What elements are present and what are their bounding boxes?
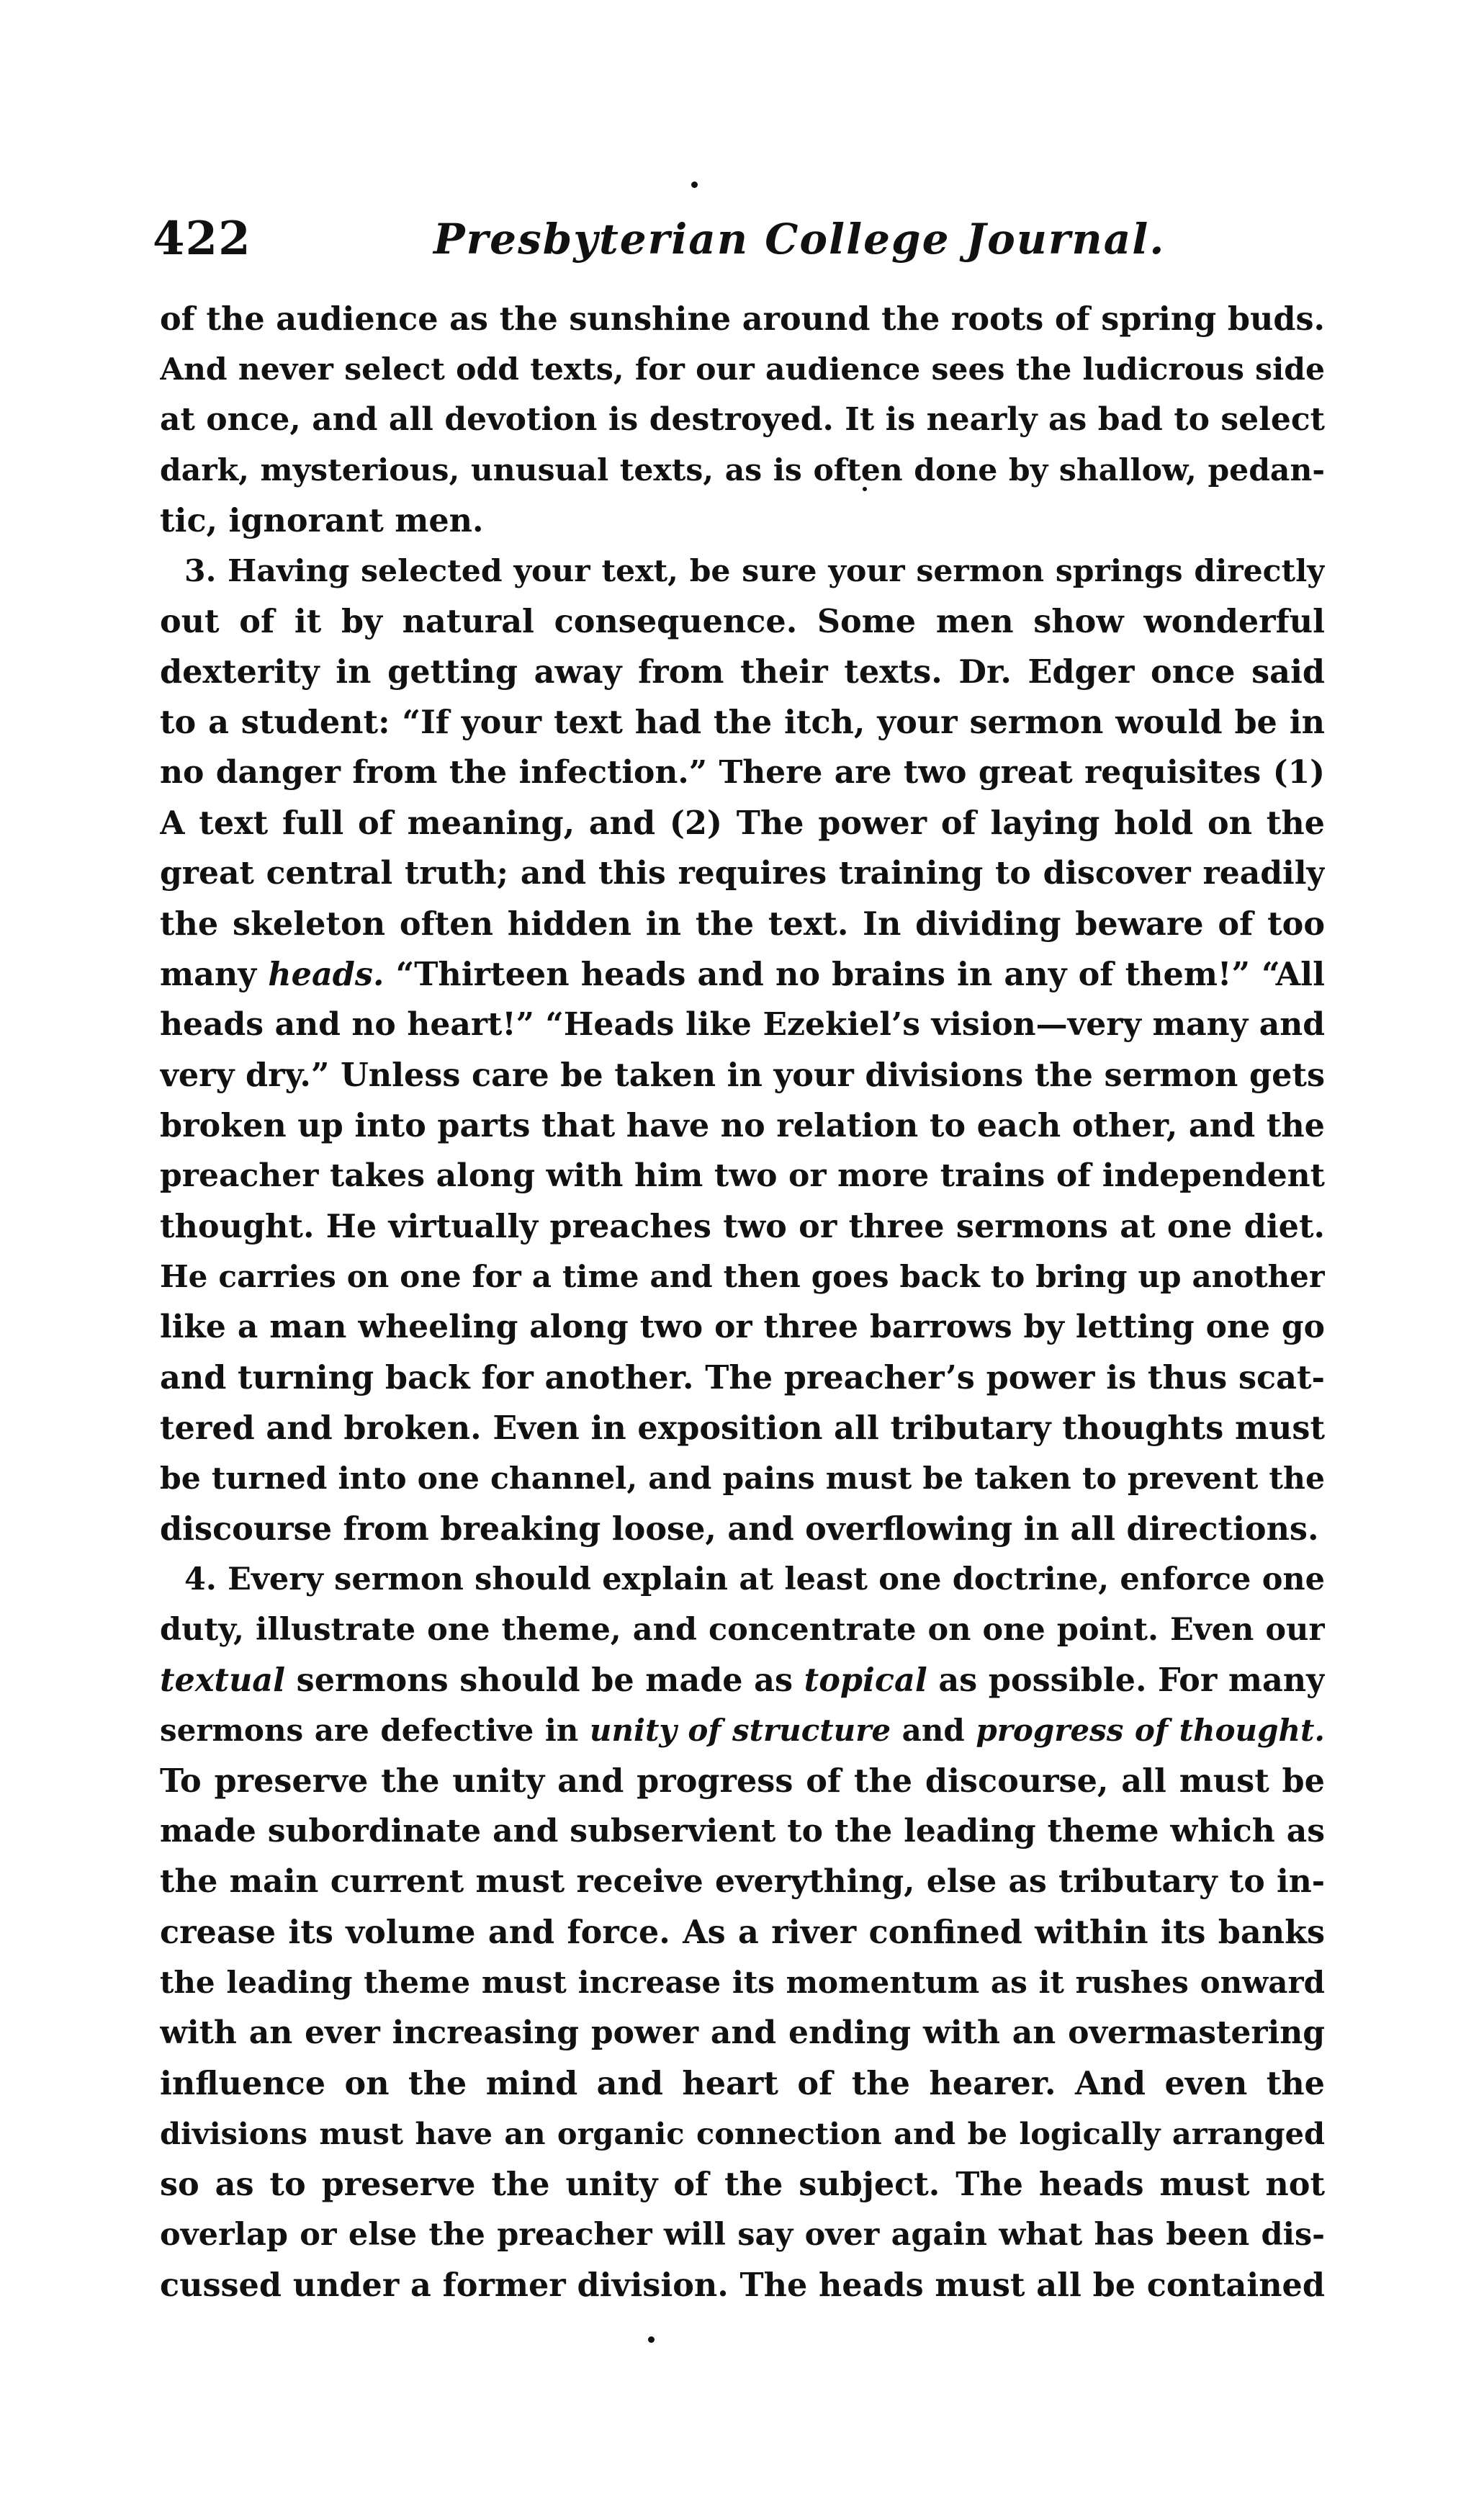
ink-speck — [648, 2336, 655, 2343]
text-line: preacher takes along with him two or more trains of independent — [160, 1157, 1325, 1194]
paragraph — [160, 546, 1325, 1554]
text-segment: sermons are defective in — [160, 1713, 579, 1748]
text-line: broken up into parts that have no relation to each other, and the — [160, 1107, 1325, 1144]
text-line — [160, 1655, 1325, 1705]
italic-text: textual — [160, 1662, 286, 1699]
text-line: To preserve the unity and progress of the discourse, all must be — [160, 1762, 1325, 1800]
text-line: crease its volume and force. As a river confined within its banks — [160, 1914, 1325, 1951]
text-line: And never select odd texts, for our audience sees the ludicrous side — [160, 351, 1325, 387]
text-line: like a man wheeling along two or three barrows by letting one go — [160, 1309, 1325, 1345]
text-segment: many — [160, 956, 257, 993]
text-line: with an ever increasing power and ending with an overmastering — [160, 2014, 1325, 2051]
text-line: the main current must receive everything, else as tributary to in- — [160, 1863, 1325, 1900]
page-header — [153, 212, 1334, 277]
italic-text: unity of structure — [589, 1713, 891, 1748]
text-line: at once, and all devotion is destroyed. It is nearly as bad to select — [160, 401, 1325, 438]
text-segment: as possible. For many — [938, 1662, 1325, 1699]
text-line: A text full of meaning, and (2) The power of laying hold on the — [160, 804, 1325, 842]
text-line: He carries on one for a time and then goes back to bring up another — [160, 1259, 1325, 1294]
text-line: of the audience as the sunshine around the roots of spring buds. — [160, 300, 1325, 338]
text-segment: “Thirteen heads and no brains in any of them!” “All — [395, 956, 1325, 993]
text-segment: sermons should be made as — [296, 1662, 793, 1699]
text-line: discourse from breaking loose, and overflowing in all directions. — [160, 1510, 1319, 1548]
text-line: be turned into one channel, and pains must be taken to prevent the — [160, 1461, 1325, 1497]
text-line: dark, mysterious, unusual texts, as is often done by shallow, pedan- — [160, 452, 1325, 488]
text-line: the skeleton often hidden in the text. In dividing beware of too — [160, 905, 1325, 943]
text-line: influence on the mind and heart of the hearer. And even the — [160, 2065, 1325, 2102]
text-line: the leading theme must increase its momentum as it rushes onward — [160, 1965, 1325, 2000]
text-line — [160, 1705, 1325, 1756]
text-line: divisions must have an organic connection and be logically arranged — [160, 2116, 1325, 2151]
paragraph — [160, 294, 1325, 546]
text-line: out of it by natural consequence. Some men show wonderful — [160, 603, 1325, 640]
ink-speck — [691, 181, 698, 188]
running-title: Presbyterian College Journal. — [433, 215, 1166, 264]
text-line — [160, 949, 1325, 1000]
text-line: tic, ignorant men. — [160, 502, 484, 539]
text-line: made subordinate and subservient to the leading theme which as — [160, 1813, 1325, 1849]
italic-text: heads. — [268, 956, 385, 993]
body-text — [160, 294, 1325, 2310]
text-line: cussed under a former division. The heads must all be contained — [160, 2266, 1325, 2304]
text-line: tered and broken. Even in exposition all tributary thoughts must — [160, 1409, 1325, 1447]
text-line: thought. He virtually preaches two or three sermons at one diet. — [160, 1208, 1325, 1245]
text-line: dexterity in getting away from their texts. Dr. Edger once said — [160, 653, 1325, 691]
text-line: heads and no heart!” “Heads like Ezekiel’s vision—very many and — [160, 1006, 1325, 1043]
text-line: 4. Every sermon should explain at least one doctrine, enforce one — [184, 1561, 1325, 1597]
text-line: overlap or else the preacher will say over again what has been dis- — [160, 2217, 1325, 2253]
text-line: very dry.” Unless care be taken in your divisions the sermon gets — [160, 1057, 1325, 1094]
text-line: to a student: “If your text had the itch, your sermon would be in — [160, 704, 1325, 741]
text-line: duty, illustrate one theme, and concentrate on one point. Even our — [160, 1612, 1325, 1648]
italic-text: progress of thought. — [976, 1713, 1325, 1748]
text-line: great central truth; and this requires training to discover readily — [160, 855, 1325, 892]
italic-text: topical — [804, 1662, 927, 1699]
text-line: so as to preserve the unity of the subject. The heads must not — [160, 2166, 1325, 2203]
text-line: and turning back for another. The preacher’s power is thus scat- — [160, 1359, 1325, 1396]
text-line: 3. Having selected your text, be sure your sermon springs directly — [184, 553, 1325, 589]
page-number: 422 — [153, 212, 251, 266]
paragraph — [160, 1554, 1325, 2310]
text-segment: and — [901, 1713, 965, 1748]
text-line: no danger from the infection.” There are two great requisites (1) — [160, 754, 1325, 791]
